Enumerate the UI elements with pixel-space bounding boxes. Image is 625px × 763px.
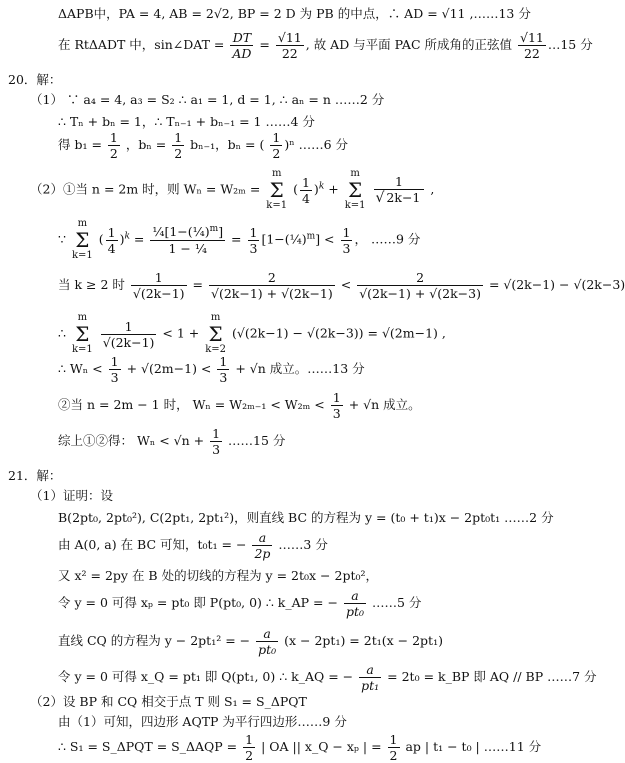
line-20-2d: ∴ m Σ k=1 $\frac{1}{√(2k-1)}$ < 1 + m Σ k=2 (√(2k−1) − √(2k−3)) = √(2m−1) ,: [58, 312, 446, 355]
line-21-9: 由（1）可知，四边形 AQTP 为平行四边形……9 分: [58, 714, 347, 729]
line-21-3: 由 A(0, a) 在 BC 可知，t₀t₁ = − $\frac{a}{2p}$ ……3 分: [58, 530, 328, 561]
line-20-1c: 得 b₁ = $\frac{1}{2}$ ，bₙ = $\frac{1}{2}$ bₙ₋₁，bₙ = ( $\frac{1}{2}$ )ⁿ ……6 分: [58, 130, 348, 161]
line-21-2: B(2pt₀, 2pt₀²), C(2pt₁, 2pt₁²)，则直线 BC 的方程为 y = (t₀ + t₁)x − 2pt₀t₁ ……2 分: [58, 510, 554, 525]
line-20-1b: ∴ Tₙ + bₙ = 1，∴ Tₙ₋₁ + bₙ₋₁ = 1 ……4 分: [58, 114, 315, 129]
line-21-7: 令 y = 0 可得 x_Q = pt₁ 即 Q(pt₁, 0) ∴ k_AQ = − $\frac{a}{\text{pt₁}}$ = 2t₀ = k_BP 即 AQ // BP ……7 分: [58, 662, 597, 693]
line-20-2f: ②当 n = 2m − 1 时， Wₙ = W₂ₘ₋₁ < W₂ₘ < $\frac{1}{3}$ + √n 成立。: [58, 390, 421, 421]
line-21-10: ∴ S₁ = S_ΔPQT = S_ΔAQP = $\frac{1}{2}$ | OA || x_Q − xₚ | = $\frac{1}{2}$ ap | t₁ − t₀ | ……11 分: [58, 732, 542, 763]
line-sin-dat: 在 RtΔADT 中，sin∠DAT = $\frac{DT}{AD}$ = $\frac{√11}{22}$ , 故 AD 与平面 PAC 所成角的正弦值 $\frac{√11}{22}$ …15 分: [58, 30, 593, 61]
question-21-label: 21．解：: [8, 468, 62, 483]
line-21-8: （2）设 BP 和 CQ 相交于点 T 则 S₁ = S_ΔPQT: [30, 694, 307, 709]
line-21-4: 又 x² = 2py 在 B 处的切线的方程为 y = 2t₀x − 2pt₀²，: [58, 568, 378, 583]
line-20-2c: 当 k ≥ 2 时 $\frac{1}{√(2k-1)}$ = $\frac{2}{√(2k-1) + √(2k-1)}$ < $\frac{2}{√(2k-1) + √(2k-3)}$ = √(2k−1) − √(2k−3): [58, 270, 625, 301]
line-21-5: 令 y = 0 可得 xₚ = pt₀ 即 P(pt₀, 0) ∴ k_AP = − $\frac{a}{\text{pt₀}}$ ……5 分: [58, 588, 422, 619]
line-21-1: （1）证明：设: [30, 488, 113, 503]
line-apb: ΔAPB中，PA = 4, AB = 2√2, BP = 2 D 为 PB 的中点，∴ AD = √11 ,……13 分: [58, 6, 531, 21]
line-20-2g: 综上①②得： Wₙ < √n + $\frac{1}{3}$ ……15 分: [58, 426, 286, 457]
line-20-2b: ∵ m Σ k=1 ( $\frac{1}{4}$ )$^k$ = $\frac{\frac{1}{4}[1-(\frac{1}{4})^m]}{\text{1 − ¼}}$ = $\frac{1}{3}$ [1−(¼)$^m$] < $\frac{1}{3}$ ， ……9 分: [58, 218, 421, 261]
line-20-2a: （2）①当 n = 2m 时，则 Wₙ = W₂ₘ = m Σ k=1 ( $\frac{1}{4}$ )$^k$ + m Σ k=1 $\frac{1}{√ 2k-1}$ ,: [30, 168, 435, 211]
line-21-6: 直线 CQ 的方程为 y − 2pt₁² = − $\frac{a}{\text{pt₀}}$ (x − 2pt₁) = 2t₁(x − 2pt₁): [58, 626, 443, 657]
line-20-1a: （1） ∵ a₄ = 4, a₃ = S₂ ∴ a₁ = 1, d = 1, ∴ aₙ = n ……2 分: [30, 92, 385, 107]
question-20-label: 20．解：: [8, 72, 62, 87]
line-20-2e: ∴ Wₙ < $\frac{1}{3}$ + √(2m−1) < $\frac{1}{3}$ + √n 成立。……13 分: [58, 354, 365, 385]
